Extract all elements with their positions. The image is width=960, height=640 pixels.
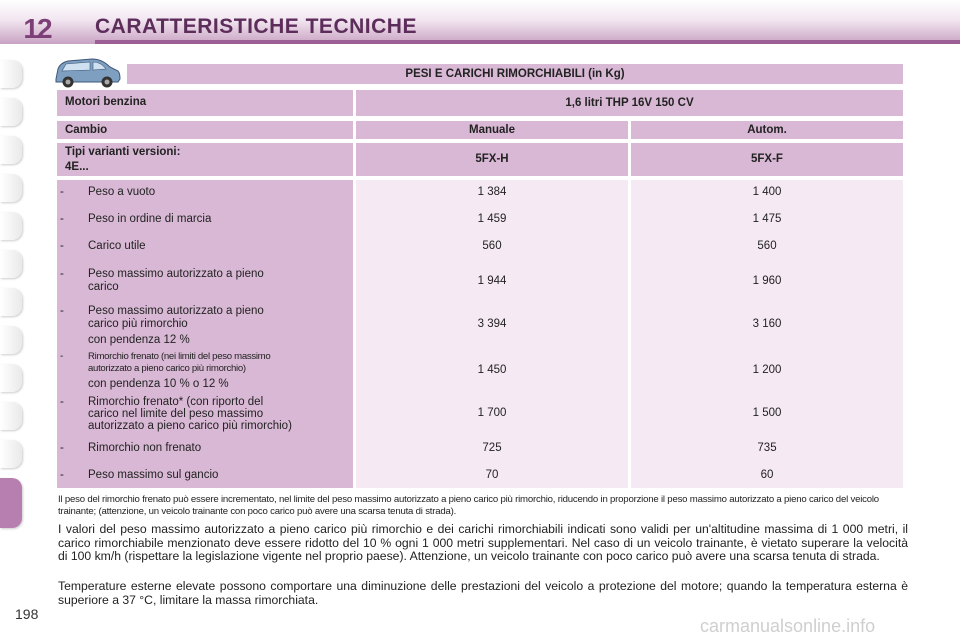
row-dash: - <box>60 186 64 198</box>
gearbox-manual-cell <box>356 121 628 139</box>
row-dash: - <box>60 268 64 280</box>
row-dash: - <box>60 469 64 481</box>
header-rule <box>95 40 960 44</box>
row-manual-value: 1 459 <box>477 213 507 225</box>
row-auto-value: 1 400 <box>752 186 782 198</box>
row-manual-value: 1 944 <box>477 275 507 287</box>
row-manual-value: 1 450 <box>477 364 507 376</box>
variants-label-cell <box>57 143 353 176</box>
page-title: CARATTERISTICHE TECNICHE <box>95 15 417 38</box>
chapter-tab[interactable] <box>0 326 22 354</box>
chapter-number: 12 <box>23 13 51 44</box>
row-manual-value: 1 384 <box>477 186 507 198</box>
gearbox-label-cell <box>57 121 353 139</box>
chapter-tab[interactable] <box>0 212 22 240</box>
variant-manual: 5FX-H <box>475 153 509 165</box>
table-title: PESI E CARICHI RIMORCHIABILI (in Kg) <box>127 64 903 84</box>
watermark: carmanualsonline.info <box>700 616 876 636</box>
page-number: 198 <box>15 606 39 622</box>
row-dash: - <box>60 240 64 252</box>
row-label-text: Rimorchio frenato* (con riporto del <box>88 396 264 408</box>
chapter-tabs <box>0 60 28 580</box>
row-label-text: carico più rimorchio <box>88 318 188 330</box>
row-label-text: autorizzato a pieno carico più rimorchio) <box>88 363 246 374</box>
footnote: Il peso del rimorchio frenato può essere incrementato, nel limite del peso massimo autorizzato a pieno carico più rimorchio, riducendo in proporzione il peso massimo autorizzato a pieno carico del veicolo trainante; (attenzione, un veicolo trainante con poco carico può avere una scarsa tenuta di strada). <box>58 494 879 517</box>
row-manual-value: 70 <box>485 469 499 481</box>
variants-label-line2: 4E... <box>65 161 89 173</box>
gearbox-manual: Manuale <box>468 124 515 136</box>
row-auto-value: 1 960 <box>752 275 782 287</box>
row-auto-value: 560 <box>757 240 777 252</box>
row-manual-value: 560 <box>482 240 502 252</box>
variant-manual-cell <box>356 143 628 176</box>
engine-value: 1,6 litri THP 16V 150 CV <box>565 97 694 109</box>
chapter-tab[interactable] <box>0 60 22 88</box>
row-auto-value: 1 500 <box>752 407 782 419</box>
row-dash: - <box>60 305 64 317</box>
row-dash: - <box>60 442 64 454</box>
chapter-tab[interactable] <box>0 288 22 316</box>
car-icon <box>52 55 122 89</box>
row-auto-value: 735 <box>757 442 777 454</box>
row-label-text: Peso a vuoto <box>88 186 156 198</box>
row-label-text: carico <box>88 281 119 293</box>
variants-label-line1: Tipi varianti versioni: <box>65 146 181 158</box>
row-auto-value: 3 160 <box>752 318 782 330</box>
row-label-text: con pendenza 12 % <box>88 334 190 346</box>
paragraph-altitude: I valori del peso massimo autorizzato a pieno carico più rimorchio e dei carichi rimorchiabili indicati sono validi per un'altitudine massima di 1 000 metri, il carico rimorchiabile menzionato deve essere ridotto del 10 % ogni 1 000 metri supplementari. Nel caso di un veicolo trainante, è vietato superare la velocità di 100 km/h (rispettare la legislazione vigente nel proprio paese). Attenzione, un veicolo trainante con poco carico può avere una scarsa tenuta di strada. <box>58 522 908 563</box>
row-manual-value: 725 <box>482 442 502 454</box>
variant-auto-cell <box>631 143 903 176</box>
row-label-text: Peso massimo sul gancio <box>88 469 219 481</box>
engine-value-cell <box>356 90 903 116</box>
gearbox-auto: Autom. <box>747 124 787 136</box>
row-auto-value: 1 200 <box>752 364 782 376</box>
row-manual-value: 3 394 <box>477 318 507 330</box>
chapter-tab-active[interactable] <box>0 478 22 528</box>
chapter-tab[interactable] <box>0 136 22 164</box>
engine-label-cell <box>57 90 353 116</box>
chapter-tab[interactable] <box>0 440 22 468</box>
row-label-text: carico nel limite del peso massimo <box>88 408 264 420</box>
chapter-tab[interactable] <box>0 174 22 202</box>
row-auto-value: 1 475 <box>752 213 782 225</box>
row-dash: - <box>60 396 64 408</box>
chapter-tab[interactable] <box>0 98 22 126</box>
row-label-text: con pendenza 10 % o 12 % <box>88 378 229 390</box>
row-label-text: Peso in ordine di marcia <box>88 213 212 225</box>
row-label-text: Rimorchio non frenato <box>88 442 202 454</box>
row-auto-value: 60 <box>760 469 774 481</box>
engine-label: Motori benzina <box>65 96 147 108</box>
gearbox-auto-cell <box>631 121 903 139</box>
paragraph-temperature: Temperature esterne elevate possono comportare una diminuzione delle prestazioni del veicolo a protezione del motore; quando la temperatura esterna è superiore a 37 °C, limitare la massa rimorchiata. <box>58 579 908 607</box>
chapter-tab[interactable] <box>0 250 22 278</box>
row-dash: - <box>60 213 64 225</box>
row-label-text: Peso massimo autorizzato a pieno <box>88 268 264 280</box>
row-label-text: Peso massimo autorizzato a pieno <box>88 305 264 317</box>
row-label-text: Carico utile <box>88 240 146 252</box>
chapter-tab[interactable] <box>0 364 22 392</box>
variant-auto: 5FX-F <box>751 153 783 165</box>
row-label-text: Rimorchio frenato (nei limiti del peso massimo <box>88 351 271 362</box>
row-label-text: autorizzato a pieno carico più rimorchio) <box>88 420 292 432</box>
gearbox-label: Cambio <box>65 124 108 136</box>
chapter-tab[interactable] <box>0 402 22 430</box>
row-dash: - <box>60 351 64 362</box>
row-manual-value: 1 700 <box>477 407 507 419</box>
